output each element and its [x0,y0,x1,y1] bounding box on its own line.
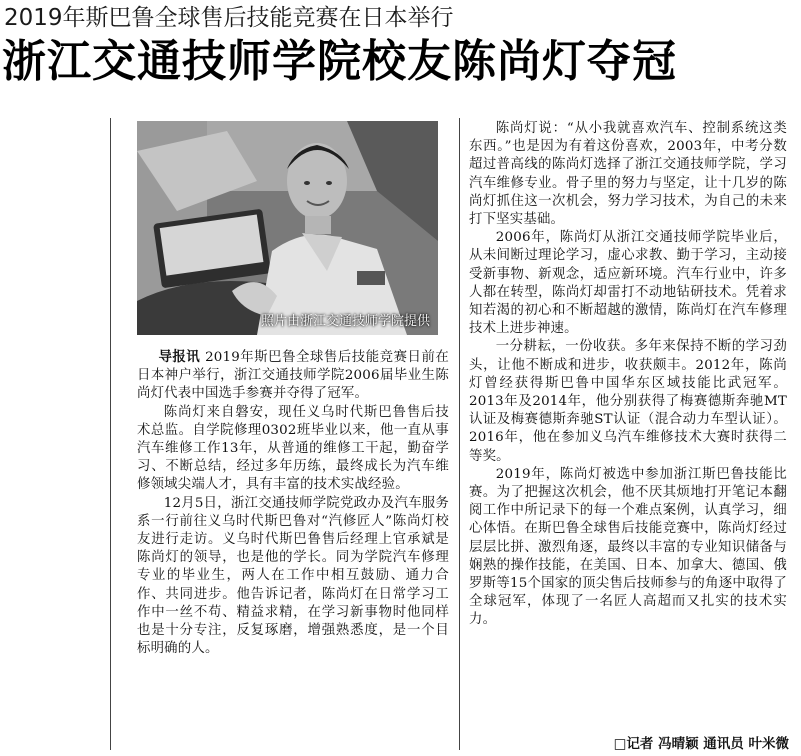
article-column-right [469,120,787,630]
paragraph: 2006年，陈尚灯从浙江交通技师学院毕业后，从未间断过理论学习，虚心求教、勤于学习，主动接受新事物、新观念，适应新环境。汽车行业中，许多人都在转型，陈尚灯却雷打不动地钻研技术。凭着求知若渴的初心和不断超越的激情，陈尚灯在汽车修理技术上进步神速。 [469,230,787,337]
headline: 浙江交通技师学院校友陈尚灯夺冠 [2,36,677,87]
article-photo [137,121,438,335]
byline: □记者 冯晴颖 通讯员 叶米微 [613,736,789,752]
subheadline: 2019年斯巴鲁全球售后技能竞赛在日本举行 [4,5,454,31]
lead-paragraph [137,349,449,404]
left-column-rule [110,118,111,750]
article-column-left [137,349,449,658]
paragraph: 陈尚灯说：“从小我就喜欢汽车、控制系统这类东西。”也是因为有着这份喜欢，2003年，中考分数超过普高线的陈尚灯选择了浙江交通技师学院，学习汽车维修专业。骨子里的努力与坚定，让十几岁的陈尚灯抓住这一次机会，努力学习技术，为自己的未来打下坚实基础。 [469,121,787,228]
photo-illustration [137,121,438,335]
lead-text: 2019年斯巴鲁全球售后技能竞赛日前在日本神户举行，浙江交通技师学院2006届毕业生陈尚灯代表中国选手参赛并夺得了冠军。 [137,350,449,402]
paragraph: 12月5日，浙江交通技师学院党政办及汽车服务系一行前往义乌时代斯巴鲁对“汽修匠人”陈尚灯校友进行走访。义乌时代斯巴鲁售后经理上官承斌是陈尚灯的领导，也是他的学长。同为学院汽车修理专业的毕业生，两人在工作中相互鼓励、通力合作、共同进步。他告诉记者，陈尚灯在日常学习工作中一丝不苟、精益求精，在学习新事物时他同样也是十分专注，反复琢磨，增强熟悉度，是一个目标明确的人。 [137,495,449,657]
photo-caption: 照片由浙江交通技师学院提供 [260,314,430,329]
paragraph: 一分耕耘，一份收获。多年来保持不断的学习劲头，让他不断成和进步，收获颇丰。2012年，陈尚灯曾经获得斯巴鲁中国华东区域技能比武冠军。2013年及2014年，他分别获得了梅赛德斯奔驰MT认证及梅赛德斯奔驰ST认证（混合动力车型认证）。2016年，他在参加义乌汽车维修技术大赛时获得二等奖。 [469,339,787,464]
column-divider [459,118,460,750]
paragraph: 陈尚灯来自磐安，现任义乌时代斯巴鲁售后技术总监。自学院修理0302班毕业以来，他一直从事汽车维修工作13年，从普通的维修工干起，勤奋学习、不断总结，经过多年历练，最终成长为汽车维修领域尖端人才，具有丰富的技术实战经验。 [137,404,449,493]
paragraph: 2019年，陈尚灯被选中参加浙江斯巴鲁技能比赛。为了把握这次机会，他不厌其烦地打开笔记本翻阅工作中所记录下的每一个难点案例，认真学习，细心体悟。在斯巴鲁全球售后技能竞赛中，陈尚灯经过层层比拼、激烈角逐，最终以丰富的专业知识储备与娴熟的操作技能，在美国、日本、加拿大、德国、俄罗斯等15个国家的顶尖售后技师参与的角逐中取得了全球冠军，体现了一名匠人高超而又扎实的技术实力。 [469,466,787,628]
lead-tag: 导报讯 [158,350,201,365]
